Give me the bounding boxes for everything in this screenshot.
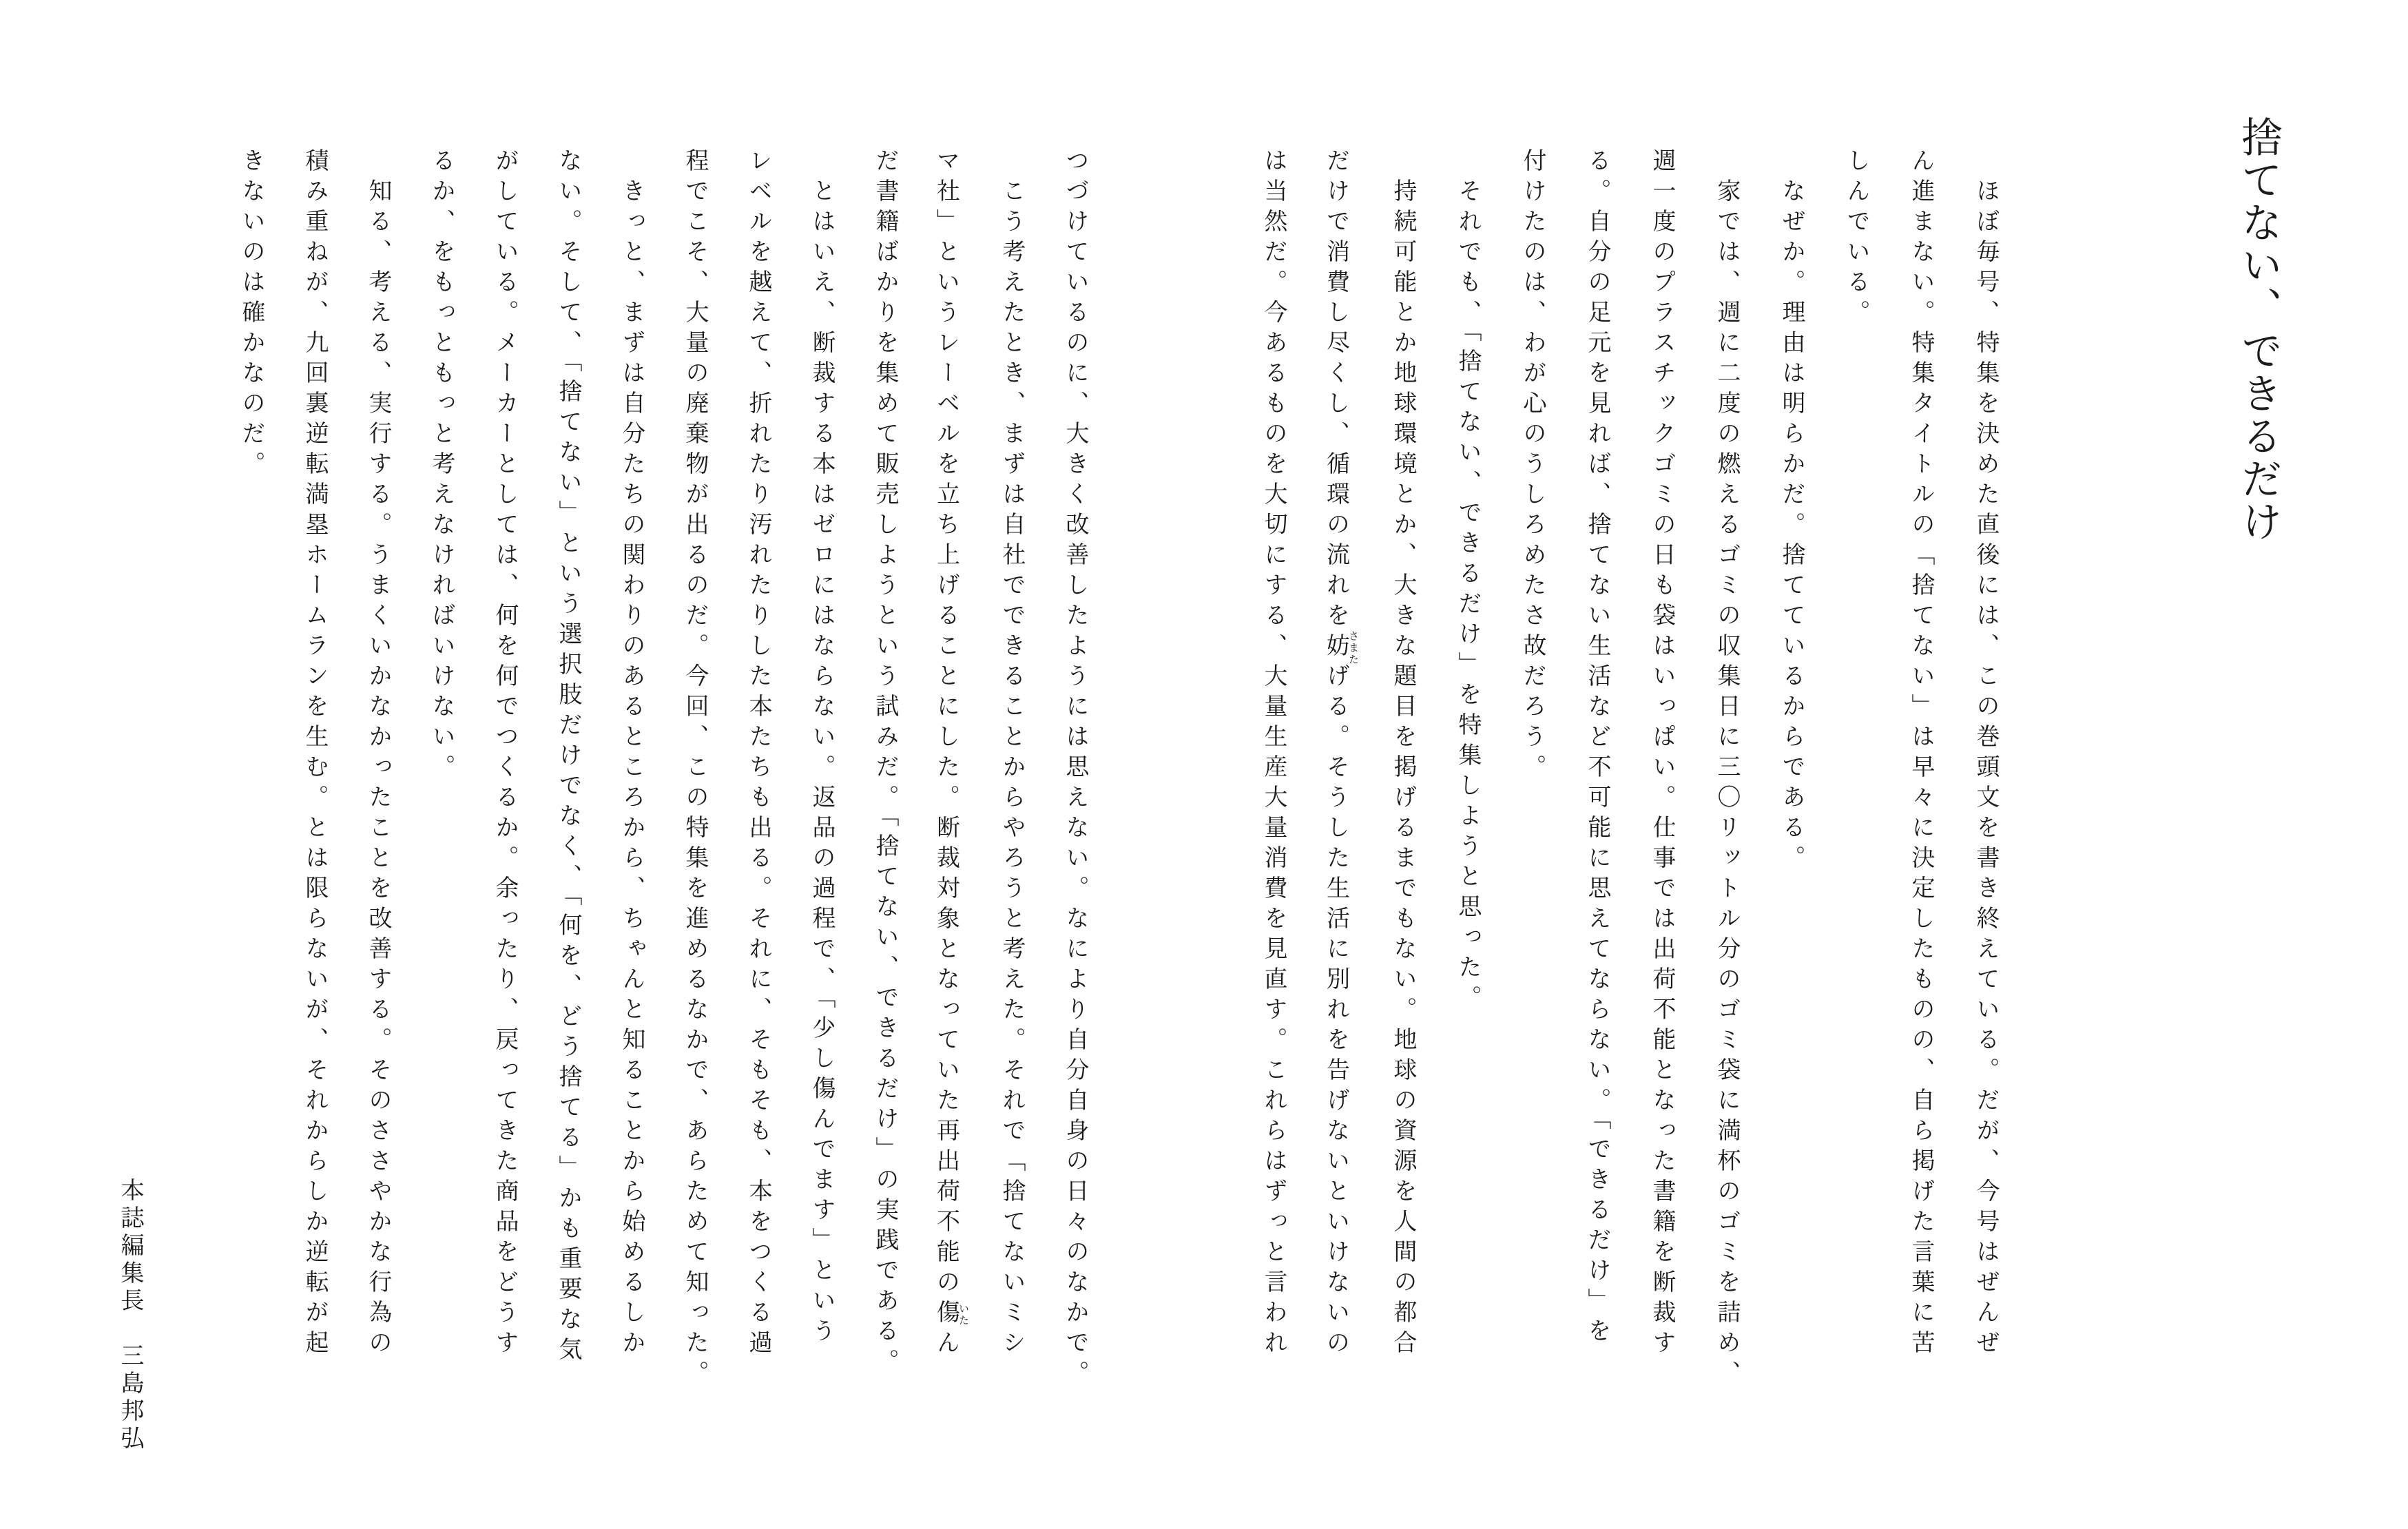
- text-column: レベルを越えて、折れたり汚れたりした本たちも出る。それに、そもそも、本をつくる過: [745, 148, 771, 1360]
- text-column: る。自分の足元を見れば、捨てない生活など不可能に思えてならない。「できるだけ」を: [1584, 148, 1610, 1349]
- text-column: とはいえ、断裁する本はゼロにはならない。返品の過程で、「少し傷んでます」という: [809, 148, 834, 1349]
- text-column: しんでいる。: [1843, 148, 1869, 330]
- text-column: こう考えたとき、まずは自社でできることからやろうと考えた。それで「捨てないミシ: [999, 148, 1024, 1360]
- text-column: ない。そして、「捨てない」という選択肢だけでなく、「何を、どう捨てる」かも重要な気: [555, 148, 581, 1367]
- text-column: は当然だ。今あるものを大切にする、大量生産大量消費を見直す。これらはずっと言われ: [1260, 148, 1286, 1360]
- text-column: きっと、まずは自分たちの関わりのあるところから、ちゃんと知ることから始めるしか: [619, 148, 644, 1360]
- text-column: 週一度のプラスチックゴミの日も袋はいっぱい。仕事では出荷不能となった書籍を断裁す: [1649, 148, 1674, 1360]
- editor-signature: 本誌編集長 三島邦弘: [117, 1178, 143, 1453]
- text-column: 知る、考える、実行する。うまくいかなかったことを改善する。そのささやかな行為の: [365, 148, 391, 1360]
- text-column: きないのは確かなのだ。: [238, 148, 264, 481]
- text-column: ん進まない。特集タイトルの「捨てない」は早々に決定したものの、自ら掲げた言葉に苦: [1908, 148, 1933, 1360]
- text-column: ほぼ毎号、特集を決めた直後には、この巻頭文を書き終えている。だが、今号はぜんぜ: [1973, 148, 1998, 1360]
- text-column: るか、をもっともっと考えなければいけない。: [428, 148, 454, 784]
- text-column: つづけているのに、大きく改善したようには思えない。なにより自分自身の日々のなかで。: [1062, 148, 1088, 1391]
- text-column: 積み重ねが、九回裏逆転満塁ホームランを生む。とは限らないが、それからしか逆転が起: [302, 148, 327, 1360]
- ruby-annotated-char: 妨さまた: [1322, 630, 1358, 666]
- text-column: それでも、「捨てない、できるだけ」を特集しようと思った。: [1455, 148, 1480, 1015]
- text-column: だ書籍ばかりを集めて販売しようという試みだ。「捨てない、できるだけ」の実践である。: [872, 148, 897, 1379]
- text-column: 家では、週に二度の燃えるゴミの収集日に三〇リットル分のゴミ袋に満杯のゴミを詰め、: [1714, 148, 1739, 1391]
- text-column: だけで消費し尽くし、循環の流れを妨さまたげる。そうした生活に別れを告げないといけないの: [1322, 148, 1358, 1360]
- ruby-annotated-char: 傷いた: [933, 1300, 968, 1330]
- text-column: なぜか。理由は明らかだ。捨てているからである。: [1778, 148, 1804, 875]
- text-column: 程でこそ、大量の廃棄物が出るのだ。今回、この特集を進めるなかで、あらためて知った。: [682, 148, 707, 1391]
- text-column: 付けたのは、わが心のうしろめたさ故だろう。: [1519, 148, 1545, 784]
- text-column: がしている。メーカーとしては、何を何でつくるか。余ったり、戻ってきた商品をどうす: [492, 148, 517, 1360]
- text-column: マ社」というレーベルを立ち上げることにした。断裁対象となっていた再出荷不能の傷いたん: [933, 148, 968, 1360]
- article-title: 捨てない、できるだけ: [2236, 116, 2281, 543]
- text-column: 持続可能とか地球環境とか、大きな題目を掲げるまでもない。地球の資源を人間の都合: [1390, 148, 1415, 1360]
